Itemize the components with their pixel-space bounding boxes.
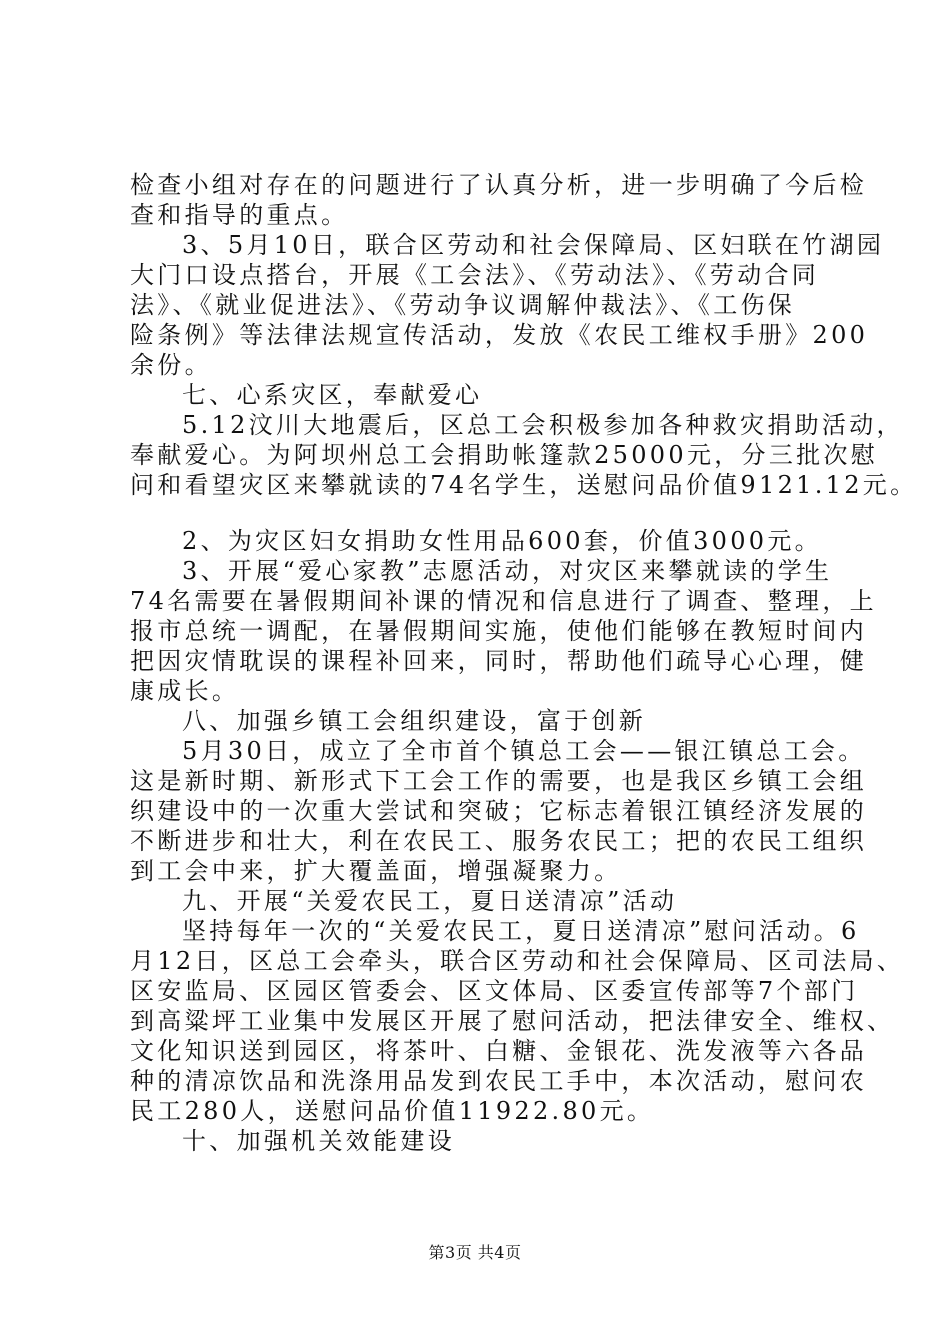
text-line: 险条例》等法律法规宣传活动，发放《农民工维权手册》200 [130, 321, 869, 349]
text-line: 3、开展“爱心家教”志愿活动，对灾区来攀就读的学生 [182, 557, 833, 585]
page-footer [0, 1240, 950, 1263]
section-heading-7: 七、心系灾区，奉献爱心 [182, 381, 483, 409]
document-body [130, 170, 918, 1156]
section-heading-10: 十、加强机关效能建设 [182, 1127, 455, 1155]
text-line: 5.12汶川大地震后，区总工会积极参加各种救灾捐助活动， [182, 411, 904, 439]
text-line: 织建设中的一次重大尝试和突破；它标志着银江镇经济发展的 [130, 797, 868, 825]
text-line: 法》、《就业促进法》、《劳动争议调解仲裁法》、《工伤保 [130, 291, 796, 319]
text-line: 到高粱坪工业集中发展区开展了慰问活动，把法律安全、维权、 [130, 1007, 895, 1035]
text-line: 74名需要在暑假期间补课的情况和信息进行了调查、整理，上 [130, 587, 877, 615]
text-line: 种的清凉饮品和洗涤用品发到农民工手中，本次活动，慰问农 [130, 1067, 868, 1095]
section-heading-9: 九、开展“关爱农民工，夏日送清凉”活动 [182, 887, 678, 915]
text-line: 大门口设点搭台，开展《工会法》、《劳动法》、《劳动合同 [130, 261, 820, 289]
text-line: 报市总统一调配，在暑假期间实施，使他们能够在教短时间内 [130, 617, 868, 645]
text-line: 坚持每年一次的“关爱农民工，夏日送清凉”慰问活动。6 [182, 917, 860, 945]
blank-line [130, 500, 830, 526]
text-line: 把因灾情耽误的课程补回来，同时，帮助他们疏导心心理，健 [130, 647, 868, 675]
text-line: 文化知识送到园区，将茶叶、白糖、金银花、洗发液等六各品 [130, 1037, 868, 1065]
text-line: 到工会中来，扩大覆盖面，增强凝聚力。 [130, 857, 622, 885]
text-line: 区安监局、区园区管委会、区文体局、区委宣传部等7个部门 [130, 977, 859, 1005]
text-line: 检查小组对存在的问题进行了认真分析，进一步明确了今后检 [130, 171, 868, 199]
text-line: 民工280人，送慰问品价值11922.80元。 [130, 1097, 655, 1125]
text-line: 这是新时期、新形式下工会工作的需要，也是我区乡镇工会组 [130, 767, 868, 795]
text-line: 康成长。 [130, 677, 240, 705]
text-line: 奉献爱心。为阿坝州总工会捐助帐篷款25000元，分三批次慰 [130, 441, 879, 469]
text-line: 不断进步和壮大，利在农民工、服务农民工；把的农民工组织 [130, 827, 868, 855]
text-line: 5月30日，成立了全市首个镇总工会——银江镇总工会。 [182, 737, 866, 765]
section-heading-8: 八、加强乡镇工会组织建设，富于创新 [182, 707, 647, 735]
text-line: 3、5月10日，联合区劳动和社会保障局、区妇联在竹湖园 [182, 231, 885, 259]
text-line: 2、为灾区妇女捐助女性用品600套，价值3000元。 [182, 527, 822, 555]
text-line: 查和指导的重点。 [130, 201, 349, 229]
text-line: 余份。 [130, 351, 212, 379]
text-line: 月12日，区总工会牵头，联合区劳动和社会保障局、区司法局、 [130, 947, 905, 975]
text-line: 问和看望灾区来攀就读的74名学生，送慰问品价值9121.12元。 [130, 471, 918, 499]
page-number-label: 第3页 共4页 [428, 1243, 522, 1262]
